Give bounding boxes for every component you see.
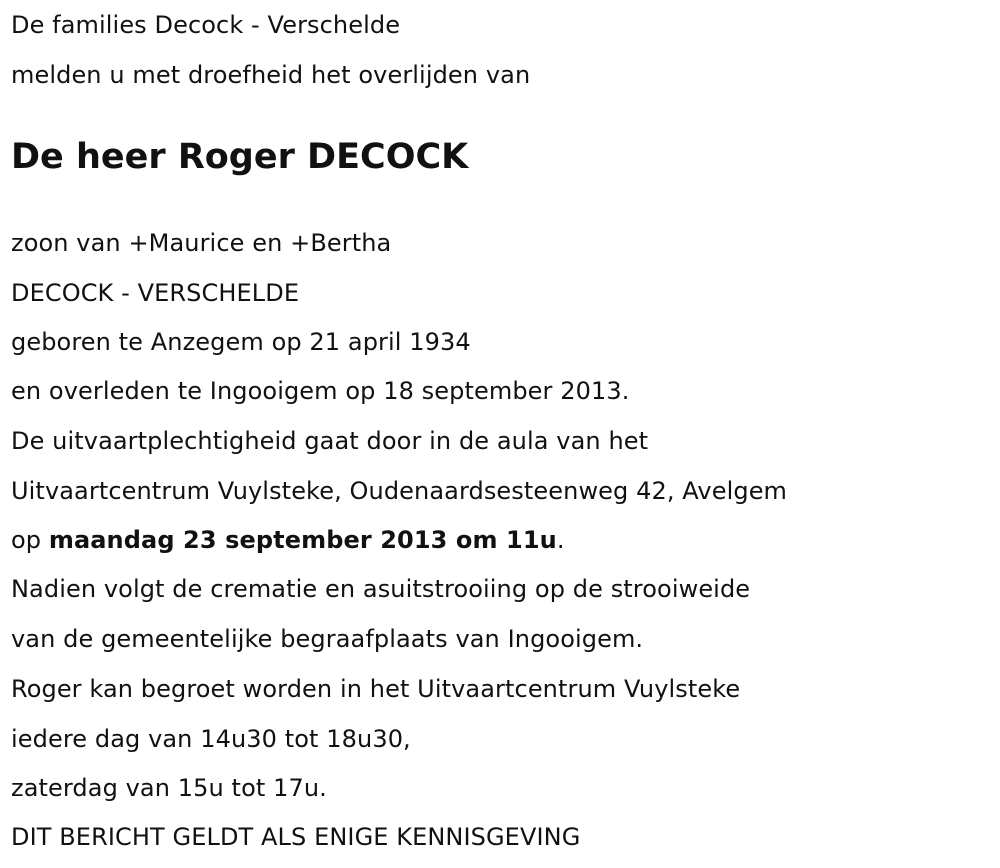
- notice-line: DIT BERICHT GELDT ALS ENIGE KENNISGEVING: [11, 823, 581, 851]
- ceremony-line-2: Uitvaartcentrum Vuylsteke, Oudenaardsesteenweg 42, Avelgem: [11, 477, 788, 505]
- ceremony-line-1: De uitvaartplechtigheid gaat door in de aula van het: [11, 427, 649, 455]
- date-prefix: op: [11, 526, 49, 554]
- parents-line-2: DECOCK - VERSCHELDE: [11, 279, 300, 307]
- cremation-line-1: Nadien volgt de crematie en asuitstrooiing op de strooiweide: [11, 575, 751, 603]
- announcement-line: melden u met droefheid het overlijden van: [11, 61, 531, 89]
- visitation-line-2: iedere dag van 14u30 tot 18u30,: [11, 725, 411, 753]
- birth-line: geboren te Anzegem op 21 april 1934: [11, 328, 471, 356]
- date-suffix: .: [556, 526, 565, 554]
- visitation-line-1: Roger kan begroet worden in het Uitvaartcentrum Vuylsteke: [11, 675, 741, 703]
- parents-line-1: zoon van +Maurice en +Bertha: [11, 229, 392, 257]
- ceremony-date-line: [11, 525, 565, 555]
- cremation-line-2: van de gemeentelijke begraafplaats van Ingooigem.: [11, 625, 644, 653]
- families-line: De families Decock - Verschelde: [11, 11, 401, 39]
- ceremony-date: maandag 23 september 2013 om 11u: [48, 526, 557, 554]
- deceased-name: De heer Roger DECOCK: [11, 137, 469, 177]
- visitation-line-3: zaterdag van 15u tot 17u.: [11, 774, 327, 802]
- obituary-notice: [11, 0, 1000, 868]
- death-line: en overleden te Ingooigem op 18 september 2013.: [11, 377, 630, 405]
